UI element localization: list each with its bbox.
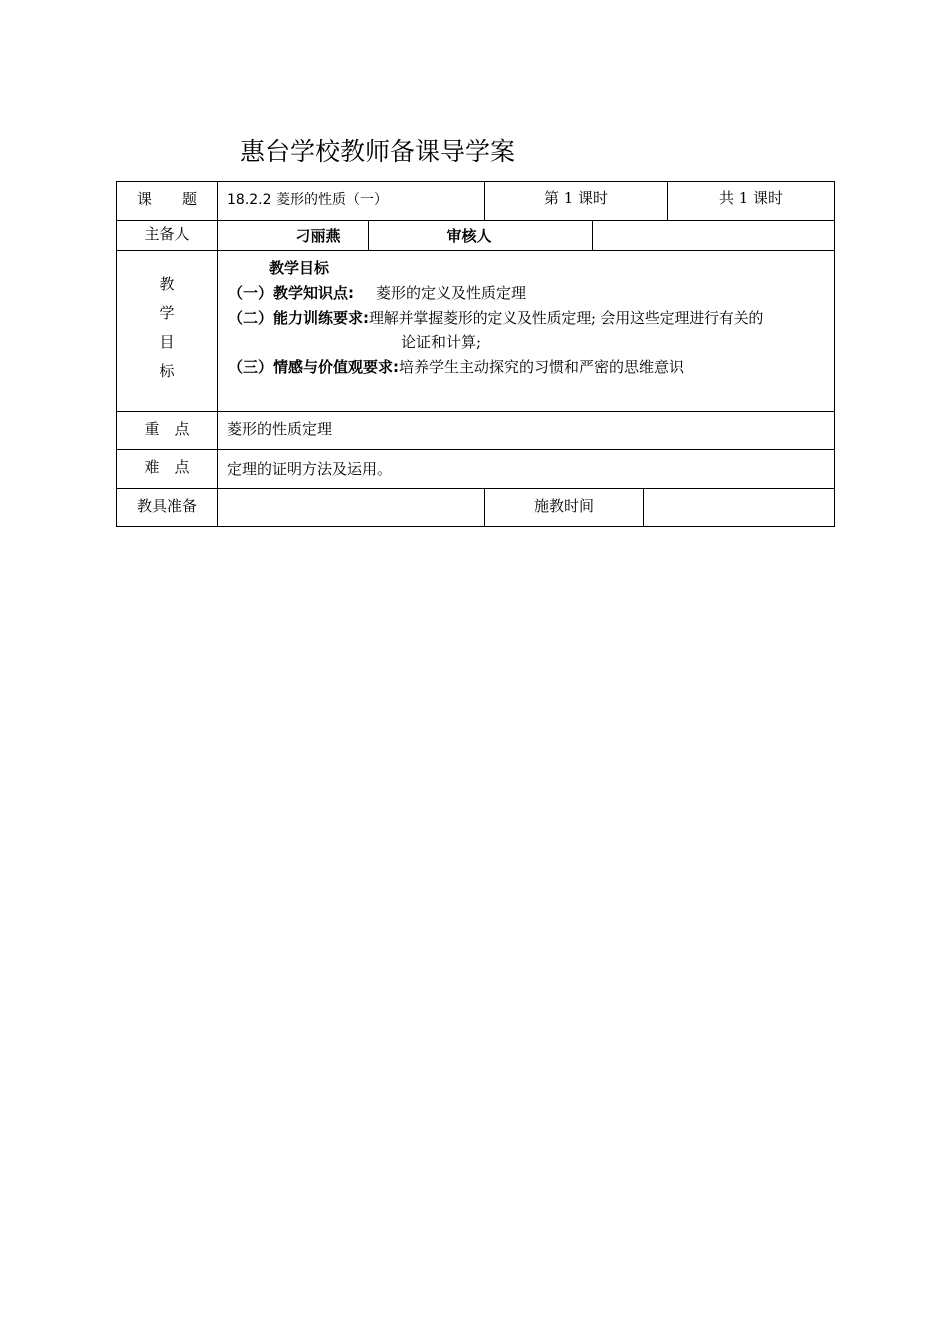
- row-divider: [116, 411, 835, 412]
- topic-value: 18.2.2 菱形的性质（一）: [227, 192, 388, 208]
- objectives-label-char: 标: [159, 362, 175, 380]
- objective-item-3: [228, 356, 684, 377]
- row-divider: [116, 250, 835, 251]
- objectives-label-char: 学: [159, 304, 175, 322]
- objective-text: 培养学生主动探究的习惯和严密的思维意识: [399, 358, 685, 376]
- difficulty-label: 难 点: [144, 458, 190, 476]
- preparer-label: 主备人: [144, 225, 190, 243]
- objectives-label-char: 目: [159, 333, 175, 351]
- objective-text: 理解并掌握菱形的定义及性质定理; 会用这些定理进行有关的: [369, 309, 764, 327]
- difficulty-value: 定理的证明方法及运用。: [227, 460, 393, 478]
- objectives-label-char: 教: [159, 275, 175, 293]
- row-divider: [116, 449, 835, 450]
- teaching-time-value: [644, 488, 834, 527]
- tools-value: [218, 488, 484, 527]
- objectives-label: [117, 270, 217, 386]
- reviewer-name: [593, 220, 834, 250]
- objective-prefix: （一）教学知识点:: [228, 284, 354, 302]
- teaching-time-label: 施教时间: [533, 497, 594, 515]
- page-title: 惠台学校教师备课导学案: [240, 137, 516, 166]
- key-point-label: 重 点: [144, 420, 190, 438]
- objective-prefix: （三）情感与价值观要求:: [228, 358, 399, 376]
- lesson-number: 第 1 课时: [543, 189, 609, 207]
- tools-label: 教具准备: [136, 497, 197, 515]
- objective-item-2: [228, 307, 763, 328]
- topic-label: 课 题: [136, 190, 197, 208]
- objective-item-1: [228, 282, 526, 303]
- reviewer-label: 审核人: [446, 227, 492, 245]
- lesson-total: 共 1 课时: [718, 189, 784, 207]
- objective-prefix: （二）能力训练要求:: [228, 309, 369, 327]
- preparer-name: 刁丽燕: [295, 227, 341, 245]
- objective-text: 菱形的定义及性质定理: [376, 284, 527, 302]
- objective-item-2-continuation: 论证和计算;: [401, 333, 482, 351]
- objectives-heading: 教学目标: [269, 259, 330, 277]
- key-point-value: 菱形的性质定理: [227, 420, 333, 438]
